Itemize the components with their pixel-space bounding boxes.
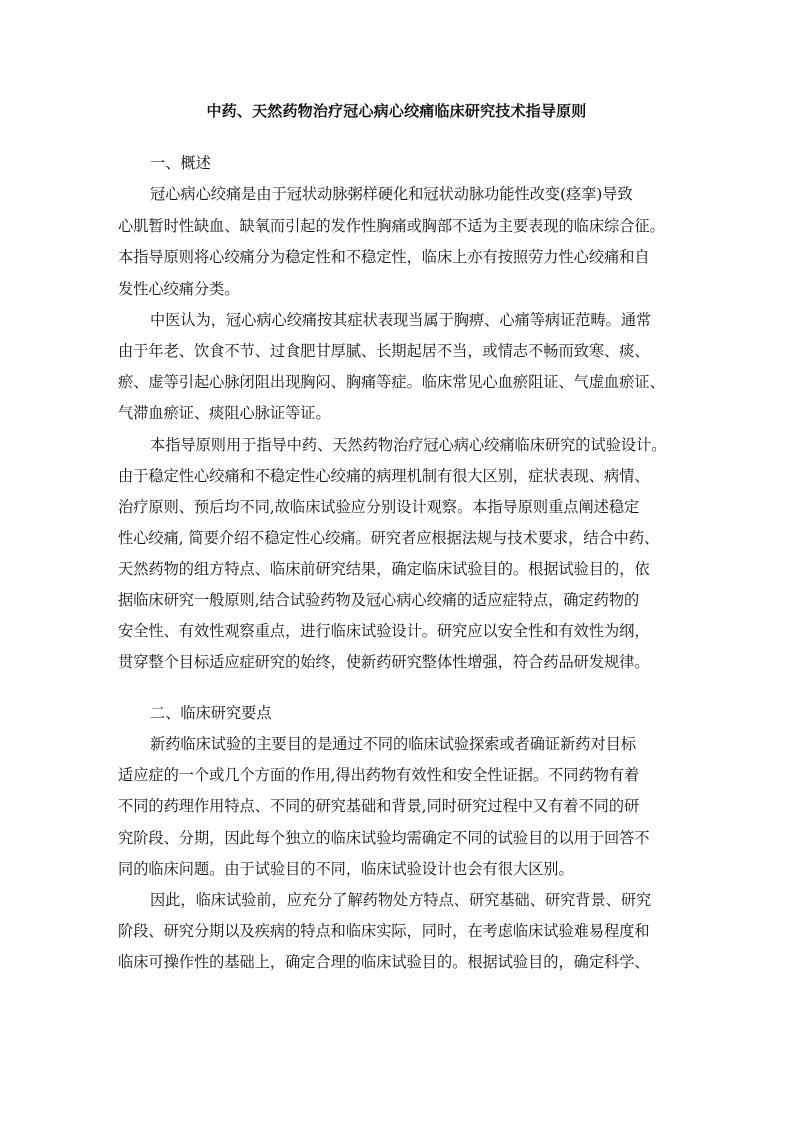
paragraph-line: 心肌暂时性缺血、缺氧而引起的发作性胸痛或胸部不适为主要表现的临床综合征。 xyxy=(118,217,665,235)
paragraph-line: 适应症的一个或几个方面的作用,得出药物有效性和安全性证据。不同药物有着 xyxy=(118,766,640,784)
paragraph-line: 新药临床试验的主要目的是通过不同的临床试验探索或者确证新药对目标 xyxy=(150,735,636,753)
paragraph-line: 安全性、有效性观察重点，进行临床试验设计。研究应以安全性和有效性为纲， xyxy=(118,622,650,640)
paragraph-line: 临床可操作性的基础上，确定合理的临床试验目的。根据试验目的，确定科学、 xyxy=(118,953,650,971)
paragraph-line: 发性心绞痛分类。 xyxy=(118,280,240,298)
paragraph-line: 中医认为，冠心病心绞痛按其症状表现当属于胸痹、心痛等病证范畴。通常 xyxy=(150,311,652,329)
paragraph-line: 贯穿整个目标适应症研究的始终，使新药研究整体性增强，符合药品研发规律。 xyxy=(118,653,650,671)
paragraph-line: 气滞血瘀证、痰阻心脉证等证。 xyxy=(118,404,331,422)
paragraph-line: 不同的药理作用特点、不同的研究基础和背景,同时研究过程中又有着不同的研 xyxy=(118,797,640,815)
section-heading-overview: 一、概述 xyxy=(150,154,211,172)
paragraph-line: 治疗原则、预后均不同,故临床试验应分别设计观察。本指导原则重点阐述稳定 xyxy=(118,498,640,516)
paragraph-line: 性心绞痛, 简要介绍不稳定性心绞痛。研究者应根据法规与技术要求，结合中药、 xyxy=(118,529,660,547)
paragraph-line: 阶段、研究分期以及疾病的特点和临床实际，同时，在考虑临床试验难易程度和 xyxy=(118,922,650,940)
paragraph-line: 由于稳定性心绞痛和不稳定性心绞痛的病理机制有很大区别，症状表现、病情、 xyxy=(118,467,650,485)
paragraph-line: 究阶段、分期，因此每个独立的临床试验均需确定不同的试验目的以用于回答不 xyxy=(118,829,650,847)
document-title: 中药、天然药物治疗冠心病心绞痛临床研究技术指导原则 xyxy=(206,102,587,120)
paragraph-line: 冠心病心绞痛是由于冠状动脉粥样硬化和冠状动脉功能性改变(痉挛)导致 xyxy=(150,185,633,203)
section-heading-clinical-points: 二、临床研究要点 xyxy=(150,704,272,722)
paragraph-line: 据临床研究一般原则,结合试验药物及冠心病心绞痛的适应症特点，确定药物的 xyxy=(118,591,640,609)
paragraph-line: 同的临床问题。由于试验目的不同，临床试验设计也会有很大区别。 xyxy=(118,860,574,878)
paragraph-line: 本指导原则将心绞痛分为稳定性和不稳定性，临床上亦有按照劳力性心绞痛和自 xyxy=(118,248,650,266)
paragraph-line: 天然药物的组方特点、临床前研究结果，确定临床试验目的。根据试验目的，依 xyxy=(118,560,650,578)
paragraph-line: 由于年老、饮食不节、过食肥甘厚腻、长期起居不当，或情志不畅而致寒、痰、 xyxy=(118,342,650,360)
paragraph-line: 因此，临床试验前，应充分了解药物处方特点、研究基础、研究背景、研究 xyxy=(150,891,652,909)
paragraph-line: 本指导原则用于指导中药、天然药物治疗冠心病心绞痛临床研究的试验设计。 xyxy=(150,436,667,454)
paragraph-line: 瘀、虚等引起心脉闭阻出现胸闷、胸痛等症。临床常见心血瘀阻证、气虚血瘀证、 xyxy=(118,373,665,391)
